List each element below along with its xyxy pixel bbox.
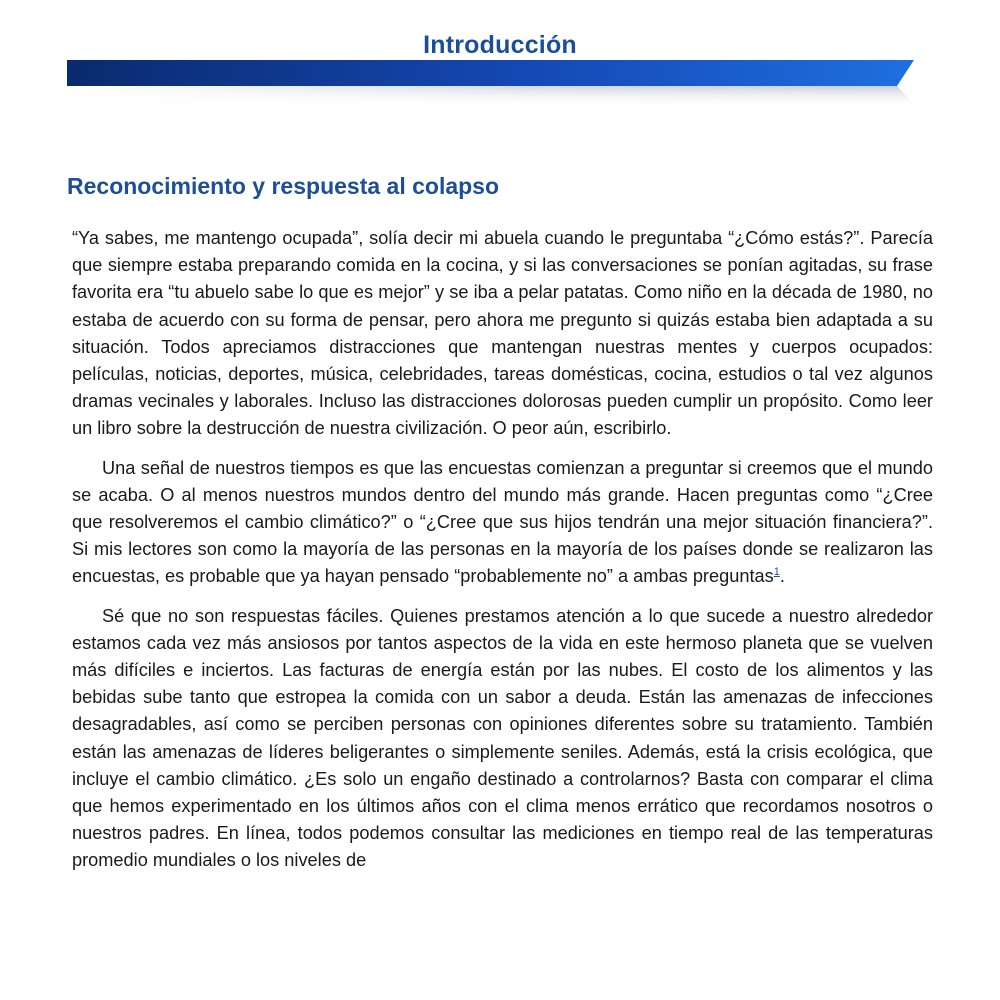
paragraph-2-end: . xyxy=(779,566,785,587)
chapter-title: Introducción xyxy=(423,30,577,59)
paragraph-2 xyxy=(72,455,933,591)
paragraph-3: Sé que no son respuestas fáciles. Quienes prestamos atención a lo que sucede a nuestro alrededor estamos cada vez más ansiosos por tantos aspectos de la vida en este hermoso planeta que se vuelven más difíciles e inciertos. Las facturas de energía están por las nubes. El costo de los alimentos y las bebidas sube tanto que estropea la comida con un sabor a deuda. Están las amenazas de infecciones desagradables, así como se perciben personas con opiniones diferentes sobre su tratamiento. También están las amenazas de líderes beligerantes o simplemente seniles. Además, está la crisis ecológica, que incluye el cambio climático. ¿Es solo un engaño destinado a controlarnos? Basta con comparar el clima que hemos experimentado en los últimos años con el clima menos errático que recordamos nosotros o nuestros padres. En línea, todos podemos consultar las mediciones en tiempo real de las temperaturas promedio mundiales o los niveles de xyxy=(72,605,933,871)
section-heading: Reconocimiento y respuesta al colapso xyxy=(67,173,500,199)
body-text xyxy=(72,225,933,887)
paragraph-2-text: Una señal de nuestros tiempos es que las encuestas comienzan a preguntar si creemos que el mundo se acaba. O al menos nuestros mundos dentro del mundo más grande. Hacen preguntas como “¿Cree que resolveremos el cambio climático?” o “¿Cree que sus hijos tendrán una mejor situación financiera?”. Si mis lectores son como la mayoría de las personas en la mayoría de los países donde se realizaron las encuestas, es probable que ya hayan pensado “probablemente no” a ambas preguntas xyxy=(72,457,933,587)
paragraph-1: “Ya sabes, me mantengo ocupada”, solía decir mi abuela cuando le preguntaba “¿Cómo estás?”. Parecía que siempre estaba preparando comida en la cocina, y si las conversaciones se ponían agitadas, su frase favorita era “tu abuelo sabe lo que es mejor” y se iba a pelar patatas. Como niño en la década de 1980, no estaba de acuerdo con su forma de pensar, pero ahora me pregunto si quizás estaba bien adaptada a su situación. Todos apreciamos distracciones que mantengan nuestras mentes y cuerpos ocupados: películas, noticias, deportes, música, celebridades, tareas domésticas, cocina, estudios o tal vez algunos dramas vecinales y laborales. Incluso las distracciones dolorosas pueden cumplir un propósito. Como leer un libro sobre la destrucción de nuestra civilización. O peor aún, escribirlo. xyxy=(72,228,933,439)
chapter-banner xyxy=(67,60,917,110)
footnote-link[interactable]: 1 xyxy=(773,566,780,579)
